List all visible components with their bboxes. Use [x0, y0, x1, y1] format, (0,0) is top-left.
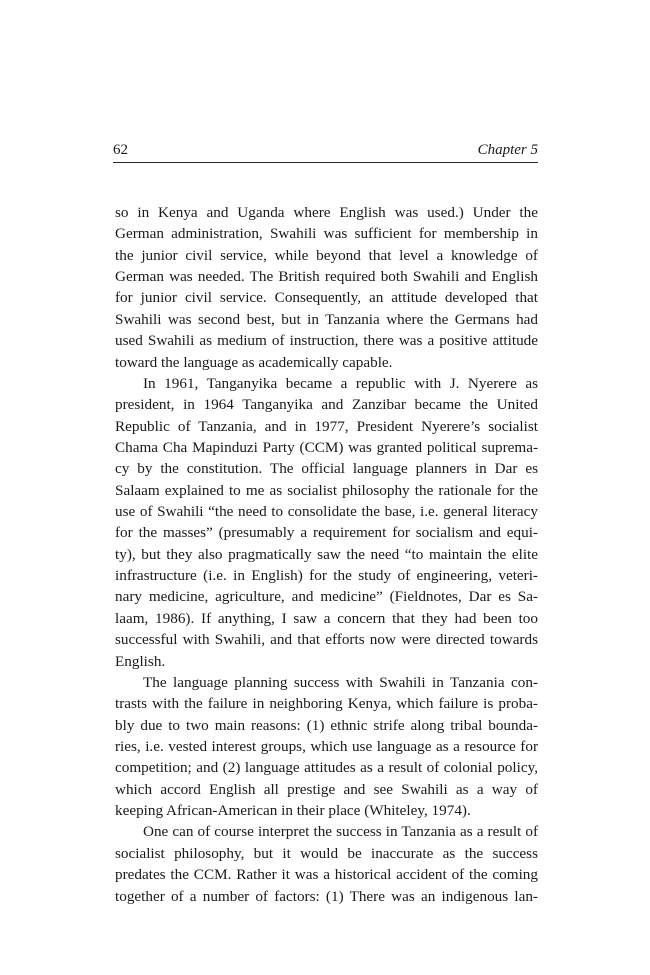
- text-line: laam, 1986). If anything, I saw a concern that they had been too: [115, 609, 538, 627]
- body-text: [115, 202, 538, 907]
- running-header: [113, 140, 538, 163]
- text-line: ty), but they also pragmatically saw the need “to maintain the elite: [115, 545, 538, 563]
- text-line: One can of course interpret the success in Tanzania as a result of: [143, 823, 538, 841]
- text-line: toward the language as academically capable.: [115, 353, 393, 371]
- text-line: Republic of Tanzania, and in 1977, President Nyerere’s socialist: [115, 417, 538, 435]
- text-line: predates the CCM. Rather it was a historical accident of the coming: [115, 866, 538, 884]
- text-line: nary medicine, agriculture, and medicine” (Fieldnotes, Dar es Sa-: [115, 588, 538, 606]
- text-line: English.: [115, 652, 166, 670]
- text-line: for junior civil service. Consequently, an attitude developed that: [115, 289, 538, 307]
- text-line: socialist philosophy, but it would be inaccurate as the success: [115, 844, 538, 862]
- text-line: In 1961, Tanganyika became a republic with J. Nyerere as: [143, 374, 538, 392]
- text-line: successful with Swahili, and that efforts now were directed towards: [115, 631, 538, 649]
- text-line: ries, i.e. vested interest groups, which use language as a resource for: [115, 737, 538, 755]
- text-line: The language planning success with Swahili in Tanzania con-: [143, 673, 538, 691]
- text-line: for the masses” (presumably a requirement for socialism and equi-: [115, 524, 538, 542]
- chapter-label: Chapter 5: [477, 142, 538, 158]
- text-line: the junior civil service, while beyond that level a knowledge of: [115, 246, 538, 264]
- text-line: infrastructure (i.e. in English) for the study of engineering, veteri-: [115, 567, 538, 585]
- page-number: 62: [113, 142, 128, 158]
- text-line: keeping African-American in their place (Whiteley, 1974).: [115, 802, 471, 820]
- text-line: Salaam explained to me as socialist philosophy the rationale for the: [115, 481, 538, 499]
- text-line: so in Kenya and Uganda where English was used.) Under the: [115, 204, 538, 221]
- text-line: Chama Cha Mapinduzi Party (CCM) was granted political suprema-: [115, 438, 538, 456]
- text-line: German administration, Swahili was sufficient for membership in: [115, 225, 538, 243]
- text-line: competition; and (2) language attitudes as a result of colonial policy,: [115, 759, 538, 777]
- text-line: president, in 1964 Tanganyika and Zanzibar became the United: [115, 396, 538, 414]
- text-line: which accord English all prestige and see Swahili as a way of: [115, 780, 538, 798]
- text-line: together of a number of factors: (1) There was an indigenous lan-: [115, 887, 538, 905]
- text-line: use of Swahili “the need to consolidate the base, i.e. general literacy: [115, 503, 538, 521]
- text-line: trasts with the failure in neighboring Kenya, which failure is proba-: [115, 695, 538, 713]
- text-line: cy by the constitution. The official language planners in Dar es: [115, 460, 538, 478]
- text-line: used Swahili as medium of instruction, there was a positive attitude: [115, 332, 538, 350]
- text-line: German was needed. The British required both Swahili and English: [115, 268, 538, 286]
- text-line: bly due to two main reasons: (1) ethnic strife along tribal bounda-: [115, 716, 538, 734]
- text-line: Swahili was second best, but in Tanzania where the Germans had: [115, 310, 538, 328]
